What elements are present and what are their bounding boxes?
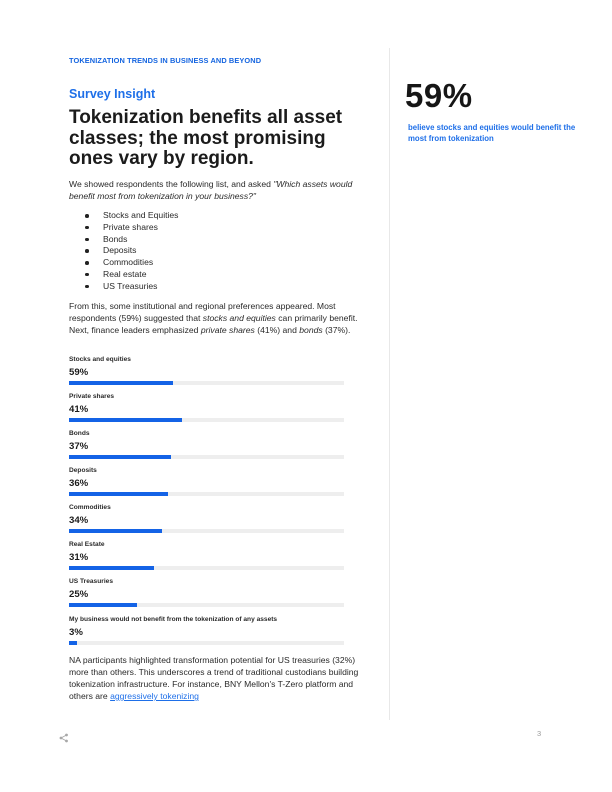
- bar-label: My business would not benefit from the tokenization of any assets: [69, 616, 278, 623]
- emphasis: stocks and equities: [202, 313, 276, 323]
- page-number: 3: [537, 729, 542, 738]
- bar-row: [69, 429, 344, 459]
- stat-value: 59%: [405, 77, 473, 114]
- na-paragraph: [69, 654, 369, 702]
- bar-fill: [69, 455, 171, 459]
- list-item: Stocks and Equities: [69, 210, 178, 222]
- list-item: Deposits: [69, 245, 178, 257]
- text-span: NA participants highlighted transformation potential for US treasuries (32%) more than others. This underscores a trend of traditional custodians building tokenization infrastructure. For instance, BNY Mellon's T-Zero platform and others are: [69, 655, 359, 701]
- intro-paragraph: [69, 178, 369, 202]
- bar-value: 59%: [69, 367, 89, 378]
- text-span: (41%) and: [254, 325, 300, 335]
- bar-row: [69, 466, 344, 496]
- bar-track: [69, 641, 344, 645]
- bar-track: [69, 603, 344, 607]
- page-title: Tokenization benefits all asset classes; the most promising ones vary by region.: [69, 107, 343, 169]
- bar-fill: [69, 418, 182, 422]
- share-icon[interactable]: [59, 730, 69, 740]
- bar-row: [69, 355, 344, 385]
- findings-paragraph: [69, 300, 359, 336]
- bar-label: Bonds: [69, 430, 90, 437]
- stat-caption: believe stocks and equities would benefit the most from tokenization: [408, 123, 576, 143]
- bar-value: 36%: [69, 478, 89, 489]
- bar-value: 3%: [69, 627, 83, 638]
- bar-track: [69, 529, 344, 533]
- list-item: Bonds: [69, 234, 178, 246]
- bar-fill: [69, 603, 137, 607]
- bar-fill: [69, 529, 162, 533]
- bar-fill: [69, 492, 168, 496]
- bar-track: [69, 455, 344, 459]
- emphasis: private shares: [200, 325, 255, 335]
- text-span: (37%).: [322, 325, 351, 335]
- column-divider: [389, 48, 390, 720]
- bar-track: [69, 492, 344, 496]
- bar-label: Commodities: [69, 504, 111, 511]
- bar-row: [69, 615, 344, 645]
- bar-row: [69, 540, 344, 570]
- bar-track: [69, 418, 344, 422]
- bar-row: [69, 577, 344, 607]
- bar-label: Stocks and equities: [69, 356, 131, 363]
- document-eyebrow: TOKENIZATION TRENDS IN BUSINESS AND BEYOND: [69, 56, 262, 65]
- survey-question: "Which assets would benefit most from tokenization in your business?": [69, 179, 353, 201]
- bar-value: 31%: [69, 552, 89, 563]
- list-item: Private shares: [69, 222, 178, 234]
- list-item: Commodities: [69, 257, 178, 269]
- bar-value: 37%: [69, 441, 89, 452]
- list-item: US Treasuries: [69, 281, 178, 293]
- bar-value: 41%: [69, 404, 89, 415]
- bar-track: [69, 381, 344, 385]
- bar-label: Private shares: [69, 393, 115, 400]
- bar-label: Deposits: [69, 467, 97, 474]
- bar-fill: [69, 381, 173, 385]
- bar-label: US Treasuries: [69, 578, 113, 585]
- text-span: From this, some institutional and regional preferences appeared. Most respondents (59%) suggested that: [69, 301, 336, 323]
- section-label: Survey Insight: [69, 87, 156, 101]
- bar-label: Real Estate: [69, 541, 105, 548]
- asset-list: [69, 210, 178, 293]
- intro-text: We showed respondents the following list, and asked: [69, 179, 274, 189]
- bar-row: [69, 503, 344, 533]
- list-item: Real estate: [69, 269, 178, 281]
- bar-fill: [69, 641, 77, 645]
- bar-value: 34%: [69, 515, 89, 526]
- text-span: can primarily benefit. Next, finance leaders emphasized: [69, 313, 358, 335]
- bar-fill: [69, 566, 154, 570]
- bar-row: [69, 392, 344, 422]
- emphasis: bonds: [299, 325, 323, 335]
- aggressively-tokenizing-link[interactable]: aggressively tokenizing: [110, 691, 199, 701]
- bar-track: [69, 566, 344, 570]
- bar-value: 25%: [69, 589, 89, 600]
